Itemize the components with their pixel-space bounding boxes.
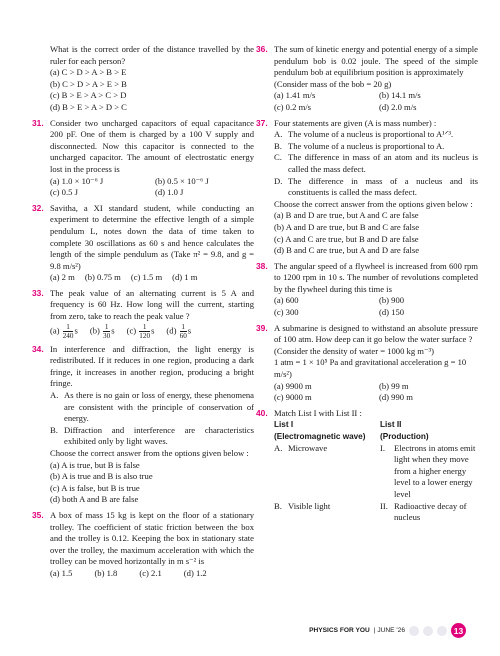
statement-c: C. The difference in mass of an atom and its nucleus is called the mass defect.: [274, 152, 478, 174]
question-note-2: 1 atm = 1 × 10⁵ Pa and gravitational acceleration g = 10 m/s²): [274, 357, 467, 380]
options: [50, 272, 254, 284]
option-b: (b) A is true and B is also true: [50, 471, 153, 482]
question-number: 40.: [256, 407, 268, 418]
options: [274, 295, 478, 318]
question-40: [256, 408, 478, 524]
option-d: (d) 1 m: [172, 272, 198, 283]
question-stem: Consider two uncharged capacitors of equal capacitance 200 pF. One of them is charged by a 100 V supply and disconnected. Now this capacitor is connected to the uncharged capacitor. The amount of electrostatic energy lost in the process is: [50, 117, 254, 174]
list-1-item-b: B. Visible light: [274, 500, 331, 511]
question-38: [256, 261, 478, 319]
left-column: [32, 44, 254, 584]
option-d: (d) 1.0 J: [155, 187, 184, 198]
option-c: (c) 0.5 J: [50, 187, 78, 198]
question-note: (Consider mass of the bob = 20 g): [274, 78, 392, 89]
question-stem: The angular speed of a flywheel is increased from 600 rpm to 1200 rpm in 10 s. The number of revolutions completed by the flywheel during this time is: [274, 260, 478, 294]
question-35: [32, 510, 254, 580]
option-a: (a) A is true, but B is false: [50, 459, 140, 470]
question-39: [256, 323, 478, 404]
option-a: (a) 1.0 × 10⁻⁶ J: [50, 175, 104, 186]
options: [50, 568, 254, 580]
option-a: (a) 2 m: [50, 272, 75, 283]
option-a: (a) 9900 m: [274, 380, 312, 391]
option-c: (c) 2.1: [139, 567, 162, 578]
question-note: (Consider the density of water = 1000 kg m⁻³): [274, 345, 434, 356]
option-b: (b) 14.1 m/s: [379, 90, 421, 101]
decorative-dot-icon: [437, 626, 447, 636]
statement-b: B. The volume of a nucleus is proportional to A.: [274, 140, 445, 151]
decorative-dot-icon: [423, 626, 433, 636]
question-number: 36.: [256, 44, 268, 54]
option-a: (a) 600: [274, 295, 299, 306]
options: [50, 176, 254, 199]
options: [274, 210, 478, 256]
option-a: (a) $\frac{1}{240}$ s: [50, 322, 78, 340]
list-1-header: List I (Electromagnetic wave): [274, 420, 366, 441]
option-d: (d) 150: [379, 307, 405, 318]
options: [274, 90, 478, 113]
option-c: (c) 300: [274, 307, 299, 318]
question-37: [256, 118, 478, 257]
option-a: (a) B and D are true, but A and C are false: [274, 210, 419, 221]
options: [50, 460, 254, 506]
question-stem: In interference and diffraction, the light energy is redistributed. If it reduces in one region, producing a dark fringe, it increases in another region, producing a bright fringe.: [50, 343, 254, 389]
question-36: [256, 44, 478, 114]
option-a: (a) 1.41 m/s: [274, 90, 316, 101]
question-prompt: Choose the correct answer from the options given below :: [50, 448, 249, 458]
option-c: (c) A and C are true, but B and D are false: [274, 233, 419, 244]
option-c: (c) A is false, but B is true: [50, 482, 140, 493]
options: [274, 381, 478, 404]
list-1-item-a: A. Microwave: [274, 442, 328, 453]
option-b: (b) 0.75 m: [84, 272, 121, 283]
page-number: 13: [451, 623, 466, 638]
match-table: [274, 419, 478, 523]
magazine-name: PHYSICS FOR YOU: [309, 627, 370, 634]
option-d: (d) B > E > A > D > C: [50, 101, 127, 112]
option-d: (d) $\frac{1}{60}$ s: [166, 322, 192, 340]
option-d: (d) 1.2: [183, 567, 207, 578]
question-prompt: Choose the correct answer from the options given below :: [274, 198, 473, 209]
question-number: 33.: [32, 287, 44, 298]
option-c: (c) B > E > A > C > D: [50, 90, 127, 101]
option-a: (a) 1.5: [50, 567, 73, 578]
question-33: [32, 288, 254, 340]
option-d: (d) 990 m: [379, 392, 413, 403]
decorative-dot-icon: [409, 626, 419, 636]
option-d: (d) both A and B are false: [50, 494, 139, 505]
option-a: (a) C > D > A > B > E: [50, 67, 127, 78]
question-31: [32, 118, 254, 199]
issue-date: | JUNE '26: [373, 627, 405, 634]
question-stem: What is the correct order of the distance travelled by the ruler for each person?: [50, 44, 254, 66]
option-b: (b) 900: [379, 295, 405, 306]
option-b: (b) 1.8: [94, 567, 118, 578]
question-number: 31.: [32, 117, 44, 128]
options: [50, 323, 254, 340]
question-32: [32, 203, 254, 284]
question-number: 39.: [256, 322, 268, 333]
option-c: (c) 1.5 m: [130, 272, 163, 283]
question-number: 38.: [256, 260, 268, 271]
option-b: (b) $\frac{1}{30}$ s: [89, 322, 115, 340]
list-2-item-ii: II. Radioactive decay of nucleus: [380, 500, 467, 523]
option-b: (b) 99 m: [379, 380, 409, 391]
option-c: (c) $\frac{1}{120}$ s: [126, 322, 155, 340]
option-c: (c) 9000 m: [274, 392, 312, 403]
question-number: 34.: [32, 343, 44, 354]
list-2-header: List II (Production): [380, 420, 429, 441]
question-number: 37.: [256, 117, 268, 128]
option-c: (c) 0.2 m/s: [274, 101, 311, 112]
question-stem: The sum of kinetic energy and potential energy of a simple pendulum bob is 0.02 joule. The speed of the simple pendulum bob at equilibrium position is approximately: [274, 44, 478, 78]
question-30-continued: [32, 44, 254, 114]
question-stem: Match List I with List II :: [274, 407, 362, 418]
statement-a: A. The volume of a nucleus is proportional to A¹ᐟ³.: [274, 129, 454, 140]
question-stem: A submarine is designed to withstand an absolute pressure of 100 atm. How deep can it go below the water surface ?: [274, 322, 478, 345]
option-b: (b) A and D are true, but B and C are false: [274, 221, 420, 232]
options: [50, 67, 254, 113]
question-number: 32.: [32, 202, 44, 213]
question-stem: Savitha, a XI standard student, while conducting an experiment to determine the effective length of a simple pendulum L, notes down the data of time taken to complete 30 oscillations as 60 s and hence calculates the length of the simple pendulum as (Take π² = 9.8, and g = 9.8 m/s²): [50, 202, 254, 271]
option-d: (d) 2.0 m/s: [379, 101, 417, 112]
statement-b: B. Diffraction and interference are characteristics exhibited only by light waves.: [50, 424, 254, 447]
right-column: [256, 44, 478, 528]
question-34: [32, 344, 254, 506]
statement-d: D. The difference in mass of a nucleus and its constituents is called the mass defect.: [274, 175, 478, 198]
option-b: (b) 0.5 × 10⁻⁶ J: [155, 175, 209, 186]
option-d: (d) B and C are true, but A and D are false: [274, 245, 420, 256]
statement-a: A. As there is no gain or loss of energy, these phenomena are consistent with the principle of conservation of energy.: [50, 390, 254, 424]
question-stem: Four statements are given (A is mass number) :: [274, 117, 437, 128]
option-b: (b) C > D > A > E > B: [50, 78, 127, 89]
question-stem: The peak value of an alternating current is 5 A and frequency is 60 Hz. How long will the current, starting from zero, take to reach the peak value ?: [50, 287, 254, 322]
question-stem: A box of mass 15 kg is kept on the floor of a stationary trolley. The coefficient of static friction between the box and the trolley is 0.12. Keeping the box in stationary state over the trolley, the maximum acceleration with which the trolley can be moved horizontally in m s⁻² is: [50, 509, 254, 567]
question-number: 35.: [32, 509, 44, 520]
page-footer: [309, 623, 466, 638]
list-2-item-i: I. Electrons in atoms emit light when they move from a higher energy level to a lower energy level: [380, 442, 476, 499]
